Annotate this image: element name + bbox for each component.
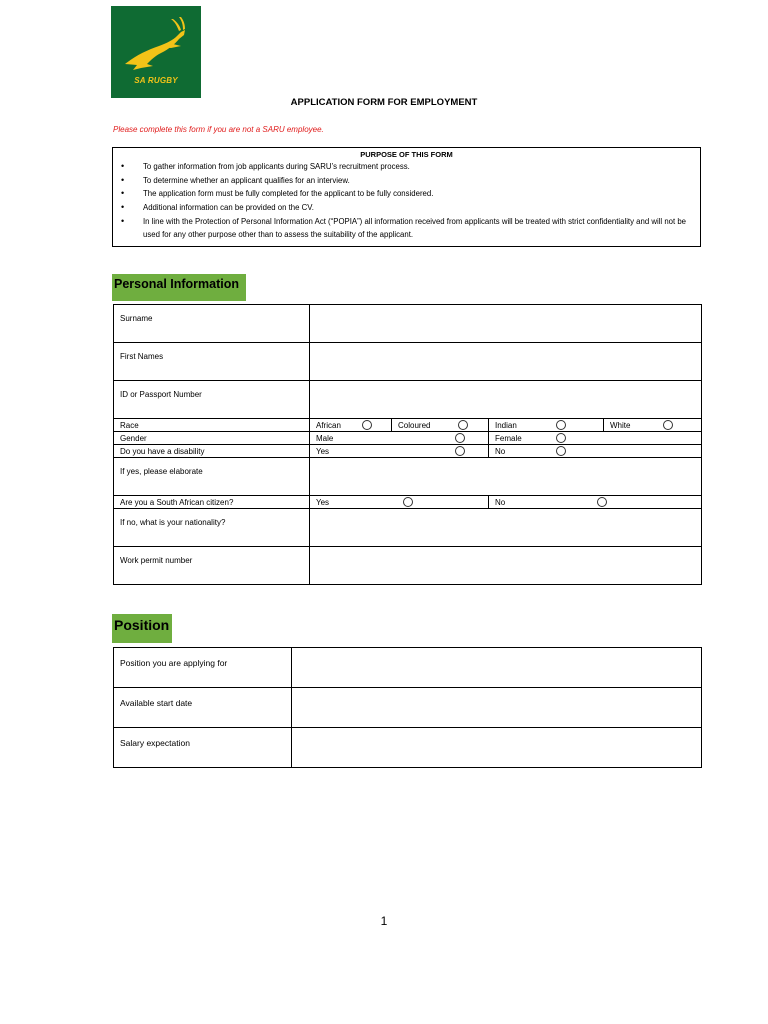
start-date-label: Available start date [114,688,292,728]
position-applying-field[interactable] [292,648,702,688]
option-label: Female [495,434,522,443]
gender-option-female [489,432,702,445]
radio-citizen-no[interactable] [597,497,607,507]
option-label: Male [316,434,334,443]
radio-indian[interactable] [556,420,566,430]
purpose-heading: PURPOSE OF THIS FORM [360,150,453,159]
citizen-option-yes [310,496,489,509]
purpose-item-text: Additional information can be provided on the CV. [143,202,314,212]
radio-disability-yes[interactable] [455,446,465,456]
surname-label: Surname [114,305,310,343]
bullet-icon: • [121,216,125,226]
option-label: No [495,498,506,507]
race-option-white [604,419,702,432]
purpose-list [113,160,700,241]
radio-disability-no[interactable] [556,446,566,456]
surname-field[interactable] [310,305,702,343]
option-label: African [316,421,341,430]
radio-coloured[interactable] [458,420,468,430]
table-row [114,688,702,728]
table-row [114,343,702,381]
purpose-item-text: In line with the Protection of Personal Information Act (“POPIA”) all information received from applicants will be treated with strict confidentiality and will not be used for any other purpose other than to assess the suitability of the applicant. [143,217,686,239]
table-row [114,445,702,458]
first-names-field[interactable] [310,343,702,381]
citizen-option-no [489,496,702,509]
elaborate-label: If yes, please elaborate [114,458,310,496]
position-applying-label: Position you are applying for [114,648,292,688]
option-label: Coloured [398,421,431,430]
document-title: APPLICATION FORM FOR EMPLOYMENT [290,97,478,108]
citizen-label: Are you a South African citizen? [114,496,310,509]
table-row [114,381,702,419]
table-row [114,728,702,768]
first-names-label: First Names [114,343,310,381]
purpose-item [113,174,700,188]
position-table [113,647,702,768]
purpose-item [113,160,700,174]
personal-information-heading: Personal Information [112,274,246,301]
gender-label: Gender [114,432,310,445]
race-option-coloured [392,419,489,432]
salary-field[interactable] [292,728,702,768]
work-permit-field[interactable] [310,547,702,585]
radio-citizen-yes[interactable] [403,497,413,507]
disability-label: Do you have a disability [114,445,310,458]
salary-label: Salary expectation [114,728,292,768]
purpose-item-text: To determine whether an applicant qualifies for an interview. [143,175,350,185]
gender-option-male [310,432,489,445]
bullet-icon: • [121,174,125,185]
bullet-icon: • [121,188,125,198]
table-row [114,305,702,343]
work-permit-label: Work permit number [114,547,310,585]
nationality-field[interactable] [310,509,702,547]
bullet-icon: • [121,161,125,171]
bullet-icon: • [121,201,125,212]
race-label: Race [114,419,310,432]
radio-female[interactable] [556,433,566,443]
purpose-item [113,187,700,201]
table-row [114,547,702,585]
option-label: Indian [495,421,517,430]
purpose-box [112,147,701,247]
id-number-field[interactable] [310,381,702,419]
option-label: Yes [316,498,330,507]
purpose-item-text: To gather information from job applicants during SARU’s recruitment process. [143,162,410,171]
race-option-african [310,419,392,432]
sa-rugby-logo [111,6,201,98]
page-number: 1 [380,914,388,928]
logo-text: SA RUGBY [134,76,178,85]
disability-option-no [489,445,702,458]
table-row [114,509,702,547]
start-date-field[interactable] [292,688,702,728]
table-row [114,432,702,445]
race-option-indian [489,419,604,432]
option-label: Yes [316,447,330,456]
table-row [114,496,702,509]
purpose-item [113,215,700,241]
id-number-label: ID or Passport Number [114,381,310,419]
nationality-label: If no, what is your nationality? [114,509,310,547]
personal-information-table [113,304,702,585]
table-row [114,648,702,688]
purpose-item [113,201,700,215]
radio-white[interactable] [663,420,673,430]
elaborate-field[interactable] [310,458,702,496]
purpose-item-text: The application form must be fully completed for the applicant to be fully considered. [143,189,434,198]
instruction-note: Please complete this form if you are not a SARU employee. [113,125,324,134]
option-label: No [495,447,506,456]
option-label: White [610,421,631,430]
table-row [114,419,702,432]
radio-african[interactable] [362,420,372,430]
position-heading: Position [112,614,172,643]
radio-male[interactable] [455,433,465,443]
table-row [114,458,702,496]
disability-option-yes [310,445,489,458]
